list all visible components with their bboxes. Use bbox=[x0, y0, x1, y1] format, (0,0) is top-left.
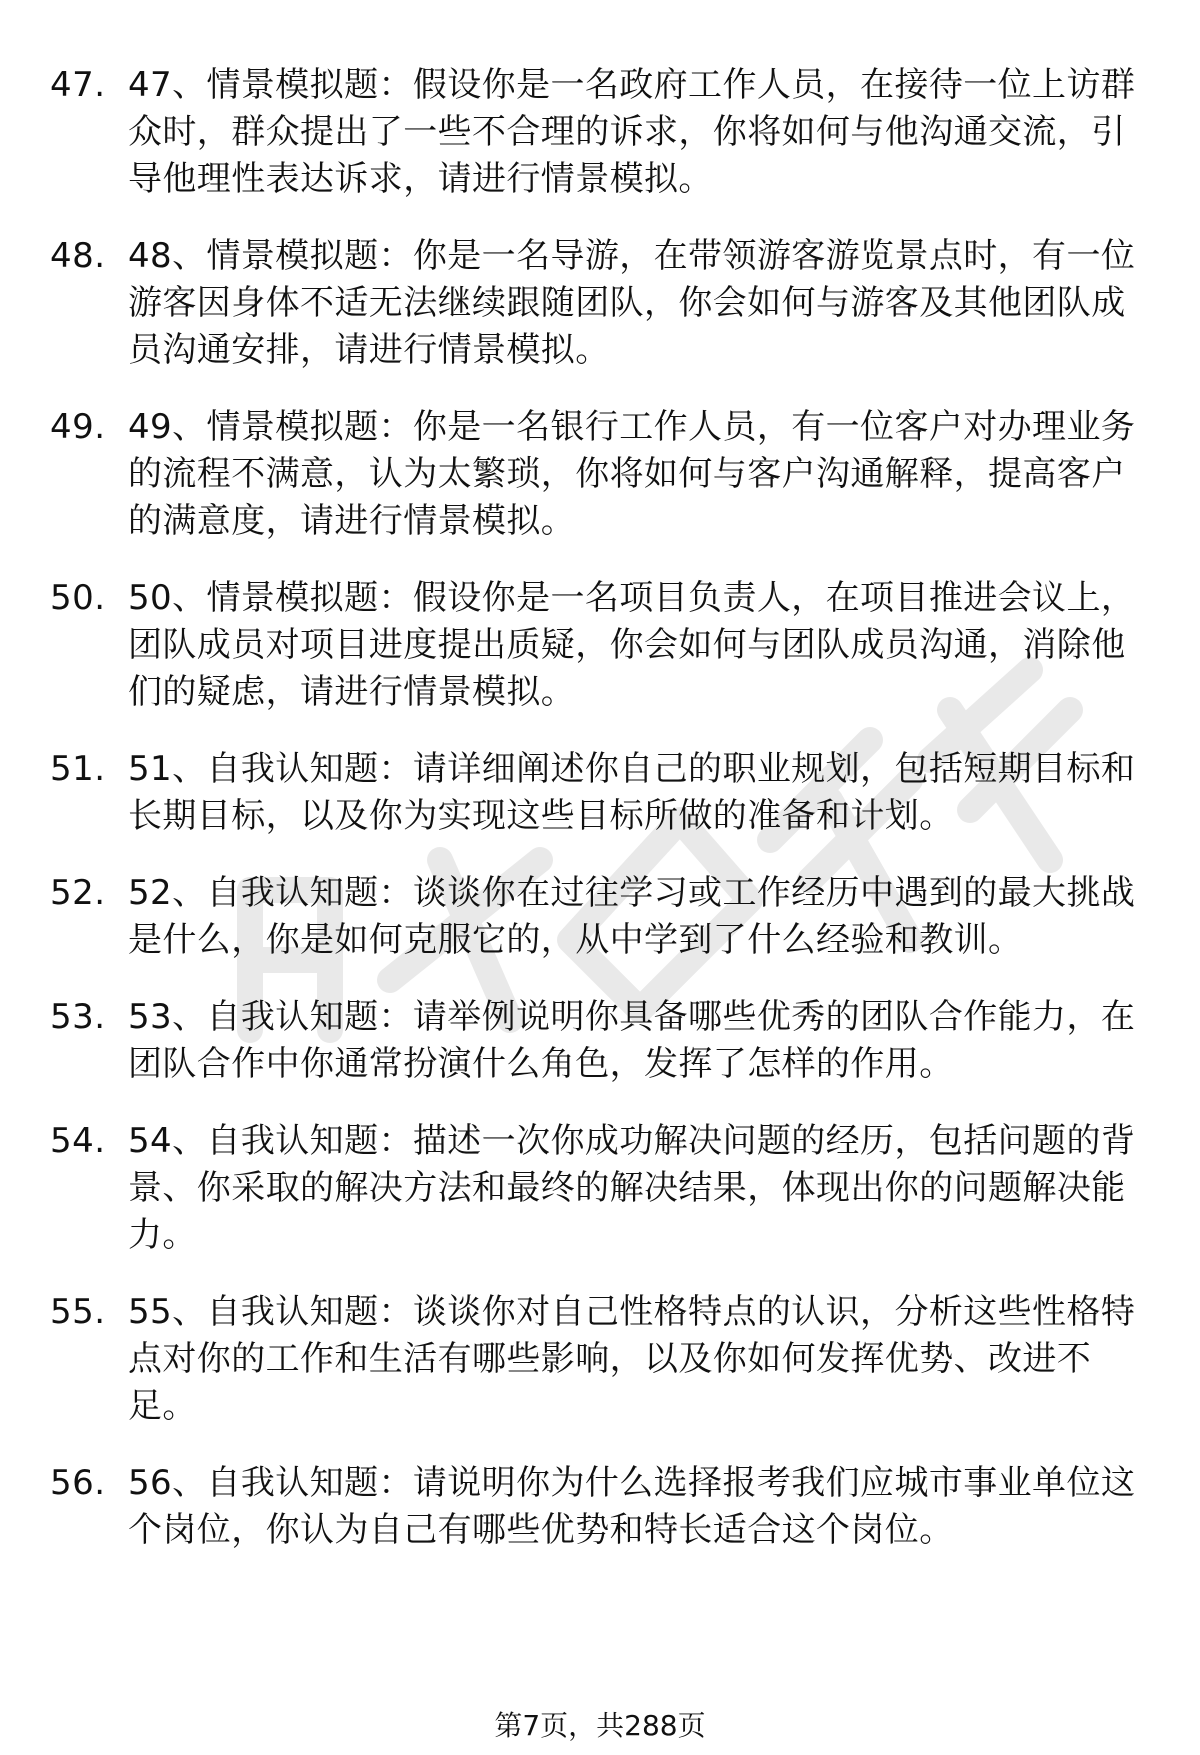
list-item-number: 52. bbox=[50, 873, 106, 913]
list-item bbox=[50, 746, 1150, 840]
list-item-text: 56、自我认知题：请说明你为什么选择报考我们应城市事业单位这个岗位，你认为自己有哪些优势和特长适合这个岗位。 bbox=[128, 1463, 1136, 1550]
question-list bbox=[50, 62, 1150, 1584]
list-item-number: 50. bbox=[50, 578, 106, 618]
list-item bbox=[50, 575, 1150, 716]
list-item bbox=[50, 1118, 1150, 1259]
list-item-number: 56. bbox=[50, 1463, 106, 1503]
list-item-number: 48. bbox=[50, 236, 106, 276]
list-item-number: 49. bbox=[50, 407, 106, 447]
list-item bbox=[50, 1289, 1150, 1430]
list-item-number: 54. bbox=[50, 1121, 106, 1161]
list-item-text: 54、自我认知题：描述一次你成功解决问题的经历，包括问题的背景、你采取的解决方法和最终的解决结果，体现出你的问题解决能力。 bbox=[128, 1121, 1136, 1255]
list-item-number: 53. bbox=[50, 997, 106, 1037]
list-item-text: 51、自我认知题：请详细阐述你自己的职业规划，包括短期目标和长期目标，以及你为实现这些目标所做的准备和计划。 bbox=[128, 749, 1136, 836]
list-item bbox=[50, 62, 1150, 203]
list-item-text: 53、自我认知题：请举例说明你具备哪些优秀的团队合作能力，在团队合作中你通常扮演什么角色，发挥了怎样的作用。 bbox=[128, 997, 1136, 1084]
page-footer: 第7页，共288页 bbox=[494, 1709, 706, 1742]
list-item-number: 55. bbox=[50, 1292, 106, 1332]
list-item-text: 49、情景模拟题：你是一名银行工作人员，有一位客户对办理业务的流程不满意，认为太繁琐，你将如何与客户沟通解释，提高客户的满意度，请进行情景模拟。 bbox=[128, 407, 1136, 541]
list-item bbox=[50, 404, 1150, 545]
list-item bbox=[50, 233, 1150, 374]
list-item-text: 55、自我认知题：谈谈你对自己性格特点的认识，分析这些性格特点对你的工作和生活有哪些影响，以及你如何发挥优势、改进不足。 bbox=[128, 1292, 1136, 1426]
list-item-text: 47、情景模拟题：假设你是一名政府工作人员，在接待一位上访群众时，群众提出了一些不合理的诉求，你将如何与他沟通交流，引导他理性表达诉求，请进行情景模拟。 bbox=[128, 65, 1136, 199]
list-item-number: 51. bbox=[50, 749, 106, 789]
list-item bbox=[50, 870, 1150, 964]
list-item bbox=[50, 1460, 1150, 1554]
list-item-text: 50、情景模拟题：假设你是一名项目负责人，在项目推进会议上，团队成员对项目进度提出质疑，你会如何与团队成员沟通，消除他们的疑虑，请进行情景模拟。 bbox=[128, 578, 1136, 712]
list-item-number: 47. bbox=[50, 65, 106, 105]
list-item-text: 48、情景模拟题：你是一名导游，在带领游客游览景点时，有一位游客因身体不适无法继续跟随团队，你会如何与游客及其他团队成员沟通安排，请进行情景模拟。 bbox=[128, 236, 1136, 370]
list-item-text: 52、自我认知题：谈谈你在过往学习或工作经历中遇到的最大挑战是什么，你是如何克服它的，从中学到了什么经验和教训。 bbox=[128, 873, 1136, 960]
list-item bbox=[50, 994, 1150, 1088]
